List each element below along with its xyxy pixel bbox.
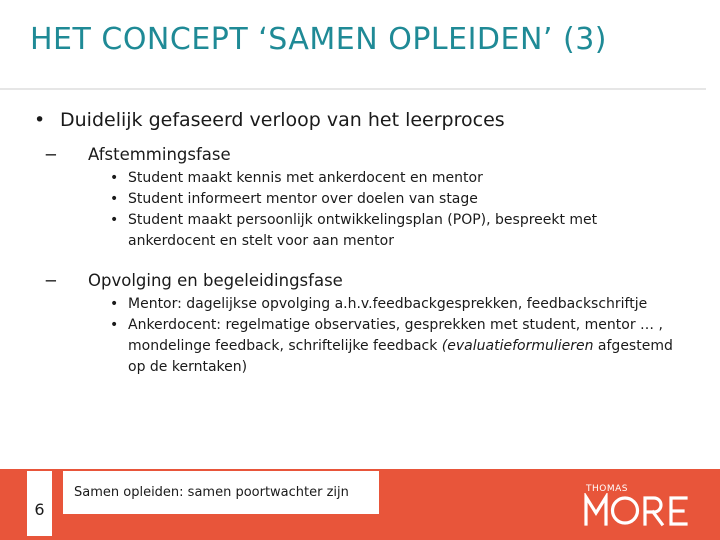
emphasis-text: (evaluatieformulieren bbox=[441, 338, 594, 354]
main-bullet bbox=[34, 106, 684, 134]
phase-items bbox=[110, 168, 684, 252]
thomas-more-logo-icon bbox=[583, 493, 693, 527]
slide-title: HET CONCEPT ‘SAMEN OPLEIDEN’ (3) bbox=[30, 22, 607, 57]
footer-caption: Samen opleiden: samen poortwachter zijn bbox=[74, 485, 349, 500]
phase-label: Afstemmingsfase bbox=[88, 145, 231, 164]
dash-icon: − bbox=[44, 271, 58, 290]
list-item: • Ankerdocent: regelmatige observaties, gesprekken met student, mentor … , mondelinge feedback, schriftelijke feedback (evaluatieformulieren afgestemd op de kerntaken) bbox=[110, 317, 673, 375]
page-number: 6 bbox=[34, 500, 45, 519]
phase-heading bbox=[40, 144, 684, 166]
list-item: • Student maakt kennis met ankerdocent en mentor bbox=[110, 168, 684, 189]
list-item: • Student maakt persoonlijk ontwikkelingsplan (POP), bespreekt met ankerdocent en stelt voor aan mentor bbox=[110, 212, 598, 249]
bullet-dot-icon: • bbox=[34, 109, 46, 131]
bullet-dot-icon: • bbox=[110, 170, 119, 186]
list-item: • Student informeert mentor over doelen van stage bbox=[110, 189, 684, 210]
phase-label: Opvolging en begeleidingsfase bbox=[88, 271, 343, 290]
main-bullet-text: Duidelijk gefaseerd verloop van het leerproces bbox=[60, 109, 505, 131]
bullet-dot-icon: • bbox=[110, 212, 119, 228]
dash-icon: − bbox=[44, 145, 58, 164]
bullet-dot-icon: • bbox=[110, 296, 119, 312]
slide-content bbox=[34, 106, 684, 396]
phase-heading bbox=[40, 270, 684, 292]
title-divider bbox=[0, 88, 706, 90]
list-item: • Mentor: dagelijkse opvolging a.h.v.feedbackgesprekken, feedbackschriftje bbox=[110, 294, 684, 315]
phase-items bbox=[110, 294, 684, 378]
bullet-dot-icon: • bbox=[110, 317, 119, 333]
logo-top-text: THOMAS bbox=[586, 484, 628, 494]
bullet-dot-icon: • bbox=[110, 191, 119, 207]
